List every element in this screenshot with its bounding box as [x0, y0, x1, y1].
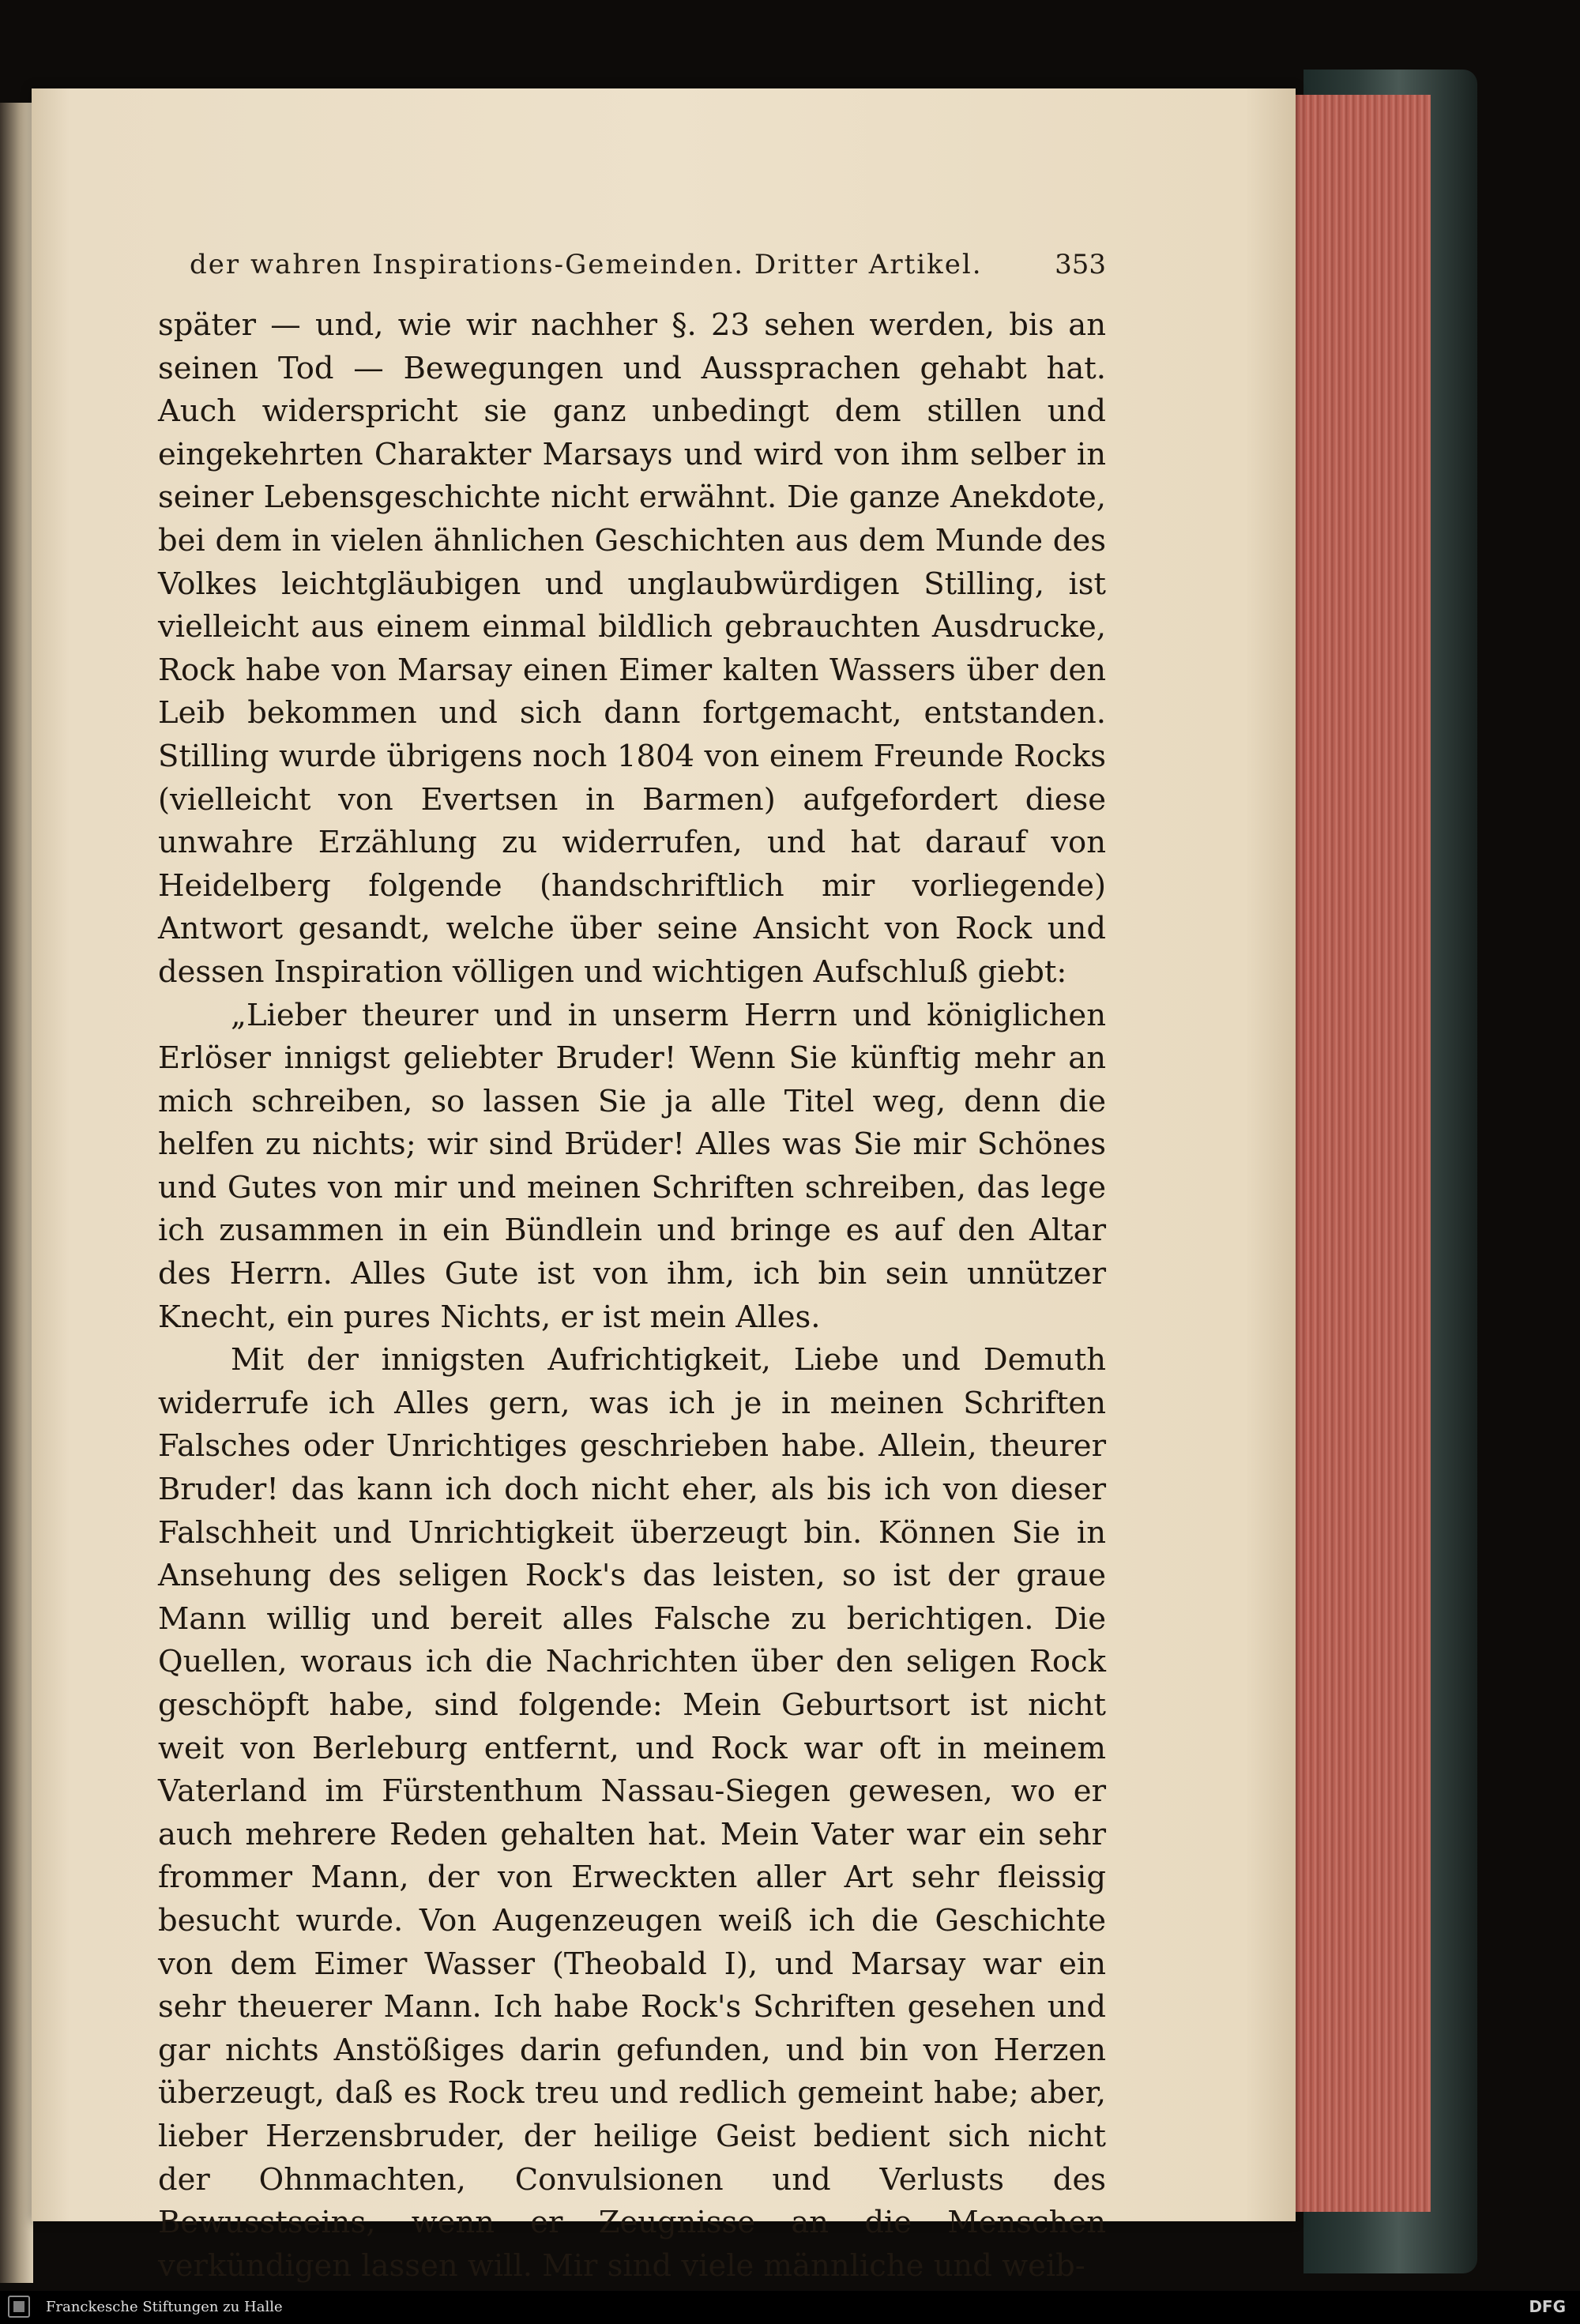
paragraph-1: später — und, wie wir nachher §. 23 sehen werden, bis an seinen Tod — Bewegungen und Aussprachen gehabt hat. Auch widerspricht sie ganz unbedingt dem stillen und eingekehrten Charakter Marsays und wird von ihm selber in seiner Lebensgeschichte nicht erwähnt. Die ganze Anekdote, bei dem in vielen ähnlichen Geschichten aus dem Munde des Volkes leichtgläubigen und unglaubwürdigen Stilling, ist vielleicht aus einem einmal bildlich gebrauchten Ausdrucke, Rock habe von Marsay einen Eimer kalten Wassers über den Leib bekommen und sich dann fortgemacht, entstanden. Stilling wurde übrigens noch 1804 von einem Freunde Rocks (vielleicht von Evertsen in Barmen) aufgefordert diese unwahre Erzählung zu widerrufen, und hat darauf von Heidelberg folgende (handschriftlich mir vorliegende) Antwort gesandt, welche über seine Ansicht von Rock und dessen Inspiration völligen und wichtigen Aufschluß giebt:: [158, 307, 1106, 990]
page-body: [158, 304, 1106, 2288]
running-title: der wahren Inspirations-Gemeinden. Dritter Artikel.: [190, 249, 983, 280]
paragraph-2: „Lieber theurer und in unserm Herrn und königlichen Erlöser innigst geliebter Bruder! Wenn Sie künftig mehr an mich schreiben, so lassen Sie ja alle Titel weg, denn die helfen zu nichts; wir sind Brüder! Alles was Sie mir Schönes und Gutes von mir und meinen Schriften schreiben, das lege ich zusammen in ein Bündlein und bringe es auf den Altar des Herrn. Alles Gute ist von ihm, ich bin sein unnützer Knecht, ein pures Nichts, er ist mein Alles.: [158, 997, 1106, 1335]
left-page-edge: [0, 103, 33, 2283]
page-number: 353: [1055, 249, 1106, 280]
institution-logo-icon: [8, 2296, 30, 2318]
dfg-logo: DFG: [1529, 2297, 1566, 2316]
running-header: [190, 249, 1106, 288]
paragraph-3: Mit der innigsten Aufrichtigkeit, Liebe und Demuth widerrufe ich Alles gern, was ich je in meinen Schriften Falsches oder Unrichtiges geschrieben habe. Allein, theurer Bruder! das kann ich doch nicht eher, als bis ich von dieser Falschheit und Unrichtigkeit überzeugt bin. Können Sie in Ansehung des seligen Rock's das leisten, so ist der graue Mann willig und bereit alles Falsche zu berichtigen. Die Quellen, woraus ich die Nachrichten über den seligen Rock geschöpft habe, sind folgende: Mein Geburtsort ist nicht weit von Berleburg entfernt, und Rock war oft in meinem Vaterland im Fürstenthum Nassau-Siegen gewesen, wo er auch mehrere Reden gehalten hat. Mein Vater war ein sehr frommer Mann, der von Erweckten aller Art sehr fleissig besucht wurde. Von Augenzeugen weiß ich die Geschichte von dem Eimer Wasser (Theobald I), und Marsay war ein sehr theuerer Mann. Ich habe Rock's Schriften gesehen und gar nichts Anstößiges darin gefunden, und bin von Herzen überzeugt, daß es Rock treu und redlich gemeint habe; aber, lieber Herzensbruder, der heilige Geist bedient sich nicht der Ohnmachten, Convulsionen und Verlusts des Bewusstseins, wenn er Zeugnisse an die Menschen verkündigen lassen will. Mir sind viele männliche und weib-: [158, 1342, 1106, 2284]
institution-name: Franckesche Stiftungen zu Halle: [46, 2299, 283, 2315]
viewer-footer: [0, 2291, 1580, 2324]
page-edges: [1280, 95, 1431, 2212]
